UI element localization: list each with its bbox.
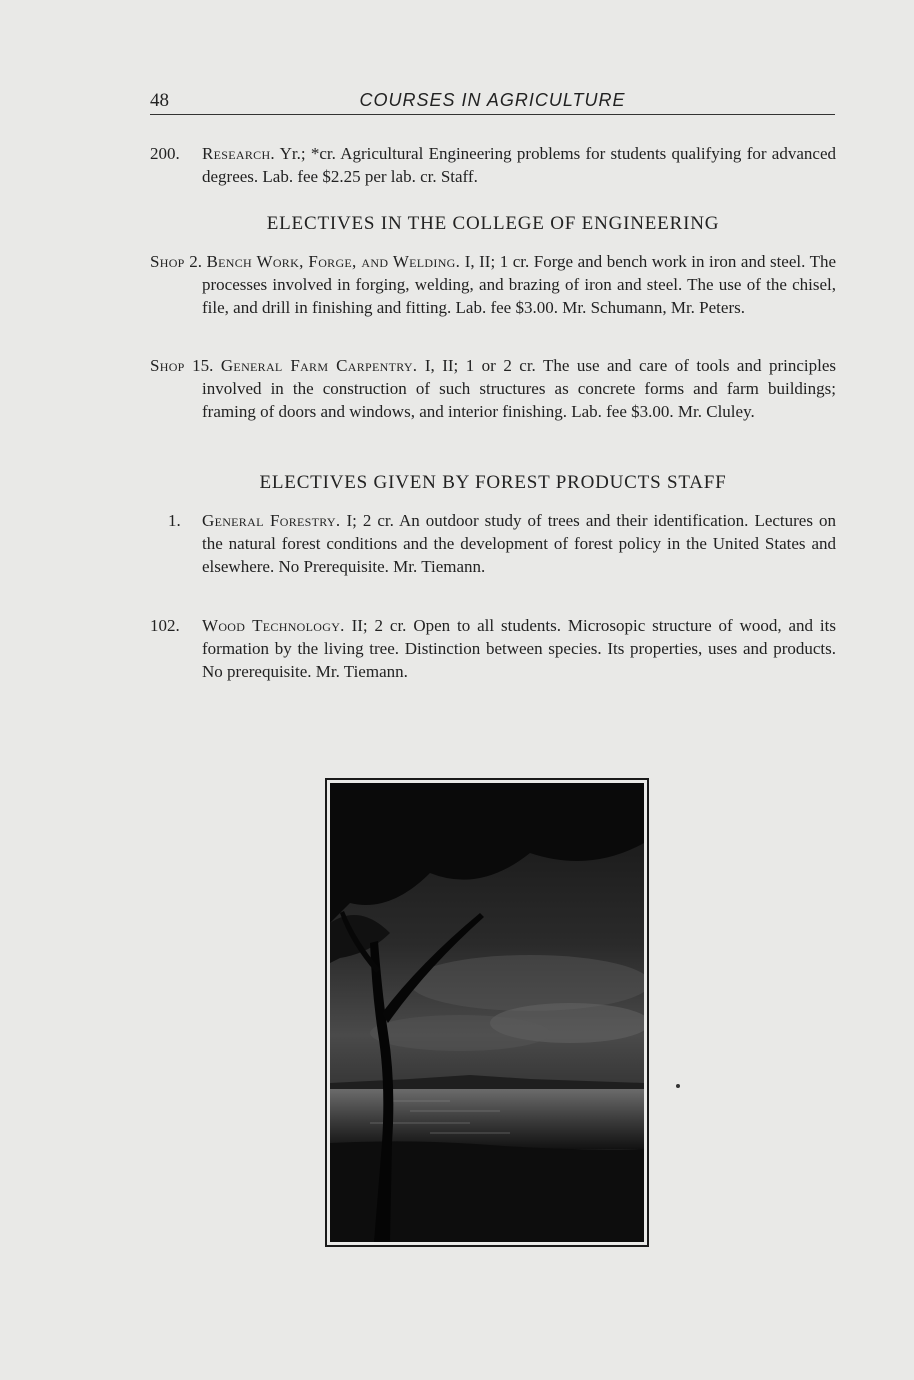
photograph-frame <box>325 778 649 1247</box>
course-prefix: Shop <box>150 356 185 375</box>
course-description <box>150 509 836 578</box>
course-description <box>150 250 836 319</box>
course-text: I, II; 1 or 2 cr. The use and care of tools and principles involved in the construction of such structures as concrete forms and farm buildings; framing of doors and windows, and interior finishing. Lab. fee $3.00. Mr. Cluley. <box>202 356 836 421</box>
course-title: Bench Work, Forge, and Welding. <box>206 252 461 271</box>
course-entry-shop-2 <box>150 250 836 319</box>
course-number: 2. <box>184 252 207 271</box>
course-entry-102 <box>150 614 836 683</box>
section-heading-forest-products: ELECTIVES GIVEN BY FOREST PRODUCTS STAFF <box>259 472 727 493</box>
course-text: II; 2 cr. Open to all students. Microsopic structure of wood, and its formation by the living tree. Distinction between species. Its properties, uses and products. No prerequisite. Mr. Tiemann. <box>202 616 836 681</box>
course-entry-shop-15 <box>150 354 836 423</box>
tree-lake-photograph <box>330 783 644 1242</box>
course-text: Yr.; *cr. Agricultural Engineering problems for students qualifying for advanced degrees. Lab. fee $2.25 per lab. cr. Staff. <box>202 144 836 186</box>
page-number: 48 <box>150 90 169 111</box>
course-title: Wood Technology. <box>202 616 345 635</box>
course-text: I; 2 cr. An outdoor study of trees and their identification. Lectures on the natural forest conditions and the development of forest policy in the United States and elsewhere. No Prerequisite. Mr. Tiemann. <box>202 511 836 576</box>
course-description <box>150 142 836 188</box>
course-description <box>150 354 836 423</box>
course-title: General Farm Carpentry. <box>220 356 418 375</box>
running-title: COURSES IN AGRICULTURE <box>359 90 626 110</box>
course-number: 200. <box>150 144 180 163</box>
course-number: 15. <box>184 356 221 375</box>
section-heading-engineering: ELECTIVES IN THE COLLEGE OF ENGINEERING <box>266 213 720 234</box>
course-title: Research. <box>202 144 275 163</box>
course-number: 1. <box>168 511 181 530</box>
course-number: 102. <box>150 616 180 635</box>
course-description <box>150 614 836 683</box>
running-header <box>150 88 835 115</box>
course-entry-200 <box>150 142 836 188</box>
course-text: I, II; 1 cr. Forge and bench work in iron and steel. The processes involved in forging, welding, and brazing of iron and steel. The use of the chisel, file, and drill in finishing and fitting. Lab. fee $3.00. Mr. Schumann, Mr. Peters. <box>202 252 837 317</box>
scan-speck <box>676 1084 680 1088</box>
course-prefix: Shop <box>150 252 185 271</box>
course-entry-1 <box>150 509 836 578</box>
course-title: General Forestry. <box>202 511 341 530</box>
